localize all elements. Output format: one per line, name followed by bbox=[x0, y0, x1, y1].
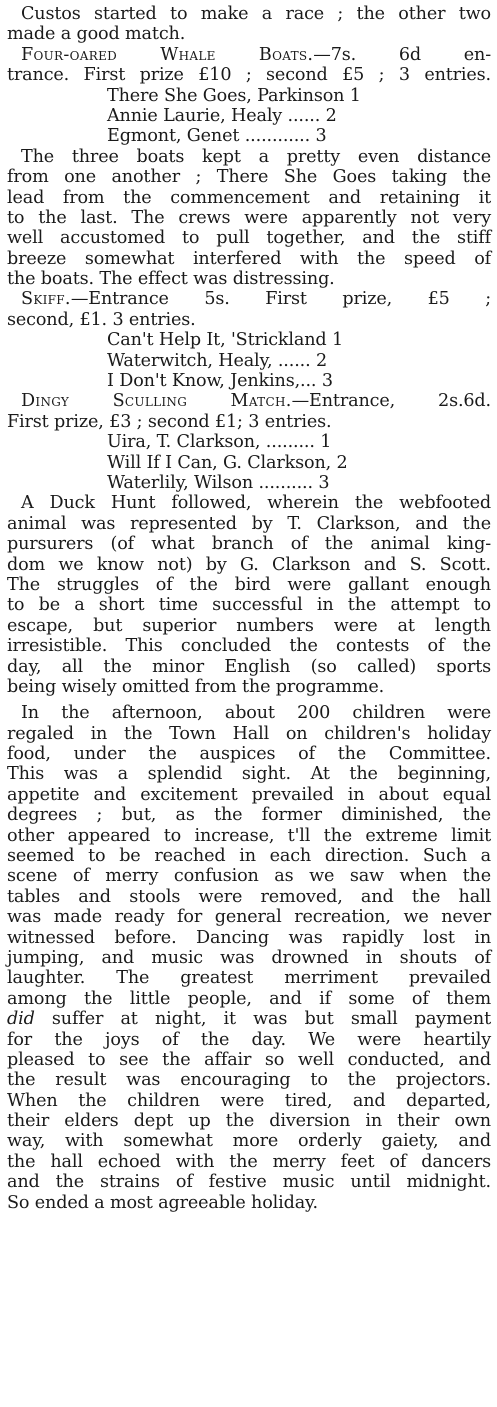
text-line: In the afternoon, about 200 children were bbox=[21, 703, 491, 724]
text-line: the hall echoed with the merry feet of dancers bbox=[7, 1151, 491, 1172]
text-line: The struggles of the bird were gallant enough bbox=[7, 574, 491, 595]
race-heading-line bbox=[7, 391, 491, 411]
result-name: Will If I Can, G. Clarkson, bbox=[107, 452, 332, 473]
text-line: laughter. The greatest merriment prevailed bbox=[7, 968, 491, 989]
text-line: to the last. The crews were apparently not very bbox=[7, 207, 491, 228]
text-line: for the joys of the day. We were heartily bbox=[7, 1029, 491, 1050]
result-place: 2 bbox=[315, 350, 328, 371]
result-place: 2 bbox=[336, 452, 348, 473]
text-line: other appeared to increase, t'll the extreme limit bbox=[7, 825, 491, 846]
afternoon-paragraph bbox=[7, 703, 491, 1213]
text-line: made a good match. bbox=[7, 24, 186, 45]
text-line: breeze somewhat interfered with the speed of bbox=[7, 248, 491, 269]
text-line: scene of merry confusion as we saw when the bbox=[7, 866, 491, 887]
text-line: animal was represented by T. Clarkson, and the bbox=[7, 513, 491, 534]
text-line: irresistible. This concluded the contests of the bbox=[7, 636, 491, 657]
text-line: being wisely omitted from the programme. bbox=[7, 676, 385, 697]
text-line: from one another ; There She Goes taking the bbox=[7, 167, 491, 188]
result-name: There She Goes, Parkinson bbox=[107, 85, 345, 106]
text-line bbox=[7, 1009, 491, 1029]
result-place: 1 bbox=[320, 432, 332, 453]
intro-paragraph bbox=[7, 4, 491, 45]
result-name: Waterlily, Wilson .......... bbox=[107, 472, 313, 493]
result-row bbox=[7, 371, 491, 391]
result-place: 2 bbox=[325, 105, 337, 126]
race-heading-line bbox=[7, 45, 491, 65]
race-entrance: —Entrance 5s. First prize, £5 ; bbox=[70, 289, 491, 310]
text-line: and the strains of festive music until midnight. bbox=[7, 1172, 491, 1193]
result-name: Can't Help It, 'Strickland bbox=[107, 330, 327, 351]
result-name: Waterwitch, Healy, ...... bbox=[107, 350, 311, 371]
race-report-paragraph bbox=[7, 147, 491, 290]
result-name: Annie Laurie, Healy ...... bbox=[107, 105, 321, 126]
text-line: When the children were tired, and departed, bbox=[7, 1090, 491, 1111]
text-line: way, with somewhat more orderly gaiety, and bbox=[7, 1131, 491, 1152]
text-line: the result was encouraging to the projectors. bbox=[7, 1070, 491, 1091]
text-line: The three boats kept a pretty even distance bbox=[21, 146, 491, 167]
race-title: Four-oared Whale Boats. bbox=[21, 44, 314, 65]
text-line: degrees ; but, as the former diminished, the bbox=[7, 805, 491, 826]
text-line: A Duck Hunt followed, wherein the webfooted bbox=[21, 493, 491, 514]
text-line: lead from the commencement and retaining it bbox=[7, 187, 491, 208]
text-line: tables and stools were removed, and the hall bbox=[7, 886, 491, 907]
result-row bbox=[7, 432, 491, 452]
result-name: Egmont, Genet ............ bbox=[107, 126, 311, 147]
text-line: appetite and excitement prevailed in about equal bbox=[7, 784, 491, 805]
text-line: witnessed before. Dancing was rapidly lost in bbox=[7, 927, 491, 948]
text-line: food, under the auspices of the Committee. bbox=[7, 744, 491, 765]
race-heading-line bbox=[7, 289, 491, 309]
result-row bbox=[7, 473, 491, 493]
text-fragment: suffer at night, it was but small payment bbox=[34, 1009, 491, 1030]
text-line: This was a splendid sight. At the beginning, bbox=[7, 764, 491, 785]
text-line: their elders dept up the diversion in their own bbox=[7, 1111, 491, 1132]
text-line: the boats. The effect was distressing. bbox=[7, 269, 335, 290]
result-name: I Don't Know, Jenkins,... bbox=[107, 371, 317, 392]
race-prizes: First prize, £3 ; second £1; 3 entries. bbox=[7, 411, 332, 432]
italic-word: did bbox=[7, 1009, 35, 1030]
text-line: escape, but superior numbers were at length bbox=[7, 615, 491, 636]
result-row bbox=[7, 126, 491, 146]
result-place: 3 bbox=[318, 472, 330, 493]
result-row bbox=[7, 453, 491, 473]
text-line: well accustomed to pull together, and the stiff bbox=[7, 228, 491, 249]
text-line: to be a short time successful in the attempt to bbox=[7, 595, 491, 616]
result-row bbox=[7, 330, 491, 350]
newspaper-column bbox=[7, 4, 491, 1213]
text-line: jumping, and music was drowned in shouts of bbox=[7, 947, 491, 968]
duck-hunt-paragraph bbox=[7, 493, 491, 697]
result-name: Uira, T. Clarkson, ......... bbox=[107, 432, 315, 453]
text-line: seemed to be reached in each direction. Such a bbox=[7, 846, 491, 867]
race-skiff bbox=[7, 289, 491, 391]
text-line: pursurers (of what branch of the animal king- bbox=[7, 534, 491, 555]
text-line: day, all the minor English (so called) sports bbox=[7, 656, 491, 677]
result-place: 1 bbox=[349, 85, 361, 106]
text-line: dom we know not) by G. Clarkson and S. Scott. bbox=[7, 554, 491, 575]
result-place: 3 bbox=[315, 126, 327, 147]
result-place: 1 bbox=[332, 330, 344, 351]
result-row bbox=[7, 86, 491, 106]
text-line: Custos started to make a race ; the other two bbox=[21, 4, 491, 24]
text-line: regaled in the Town Hall on children's holiday bbox=[7, 723, 491, 744]
race-whale-boats bbox=[7, 45, 491, 147]
race-title: Skiff. bbox=[21, 289, 71, 310]
race-dingy-sculling bbox=[7, 391, 491, 493]
race-title: Dingy Sculling Match. bbox=[21, 391, 292, 412]
text-line: So ended a most agreeable holiday. bbox=[7, 1192, 318, 1213]
result-place: 3 bbox=[321, 371, 333, 392]
text-line: was made ready for general recreation, we never bbox=[7, 907, 491, 928]
result-row bbox=[7, 351, 491, 371]
result-row bbox=[7, 106, 491, 126]
race-entrance: —Entrance, 2s.6d. bbox=[291, 391, 491, 412]
race-prizes: trance. First prize £10 ; second £5 ; 3 entries. bbox=[7, 65, 491, 86]
race-entrance: —7s. 6d en- bbox=[313, 44, 491, 65]
race-prizes: second, £1. 3 entries. bbox=[7, 309, 196, 330]
text-line: pleased to see the affair so well conducted, and bbox=[7, 1049, 491, 1070]
text-line: among the little people, and if some of them bbox=[7, 988, 491, 1009]
